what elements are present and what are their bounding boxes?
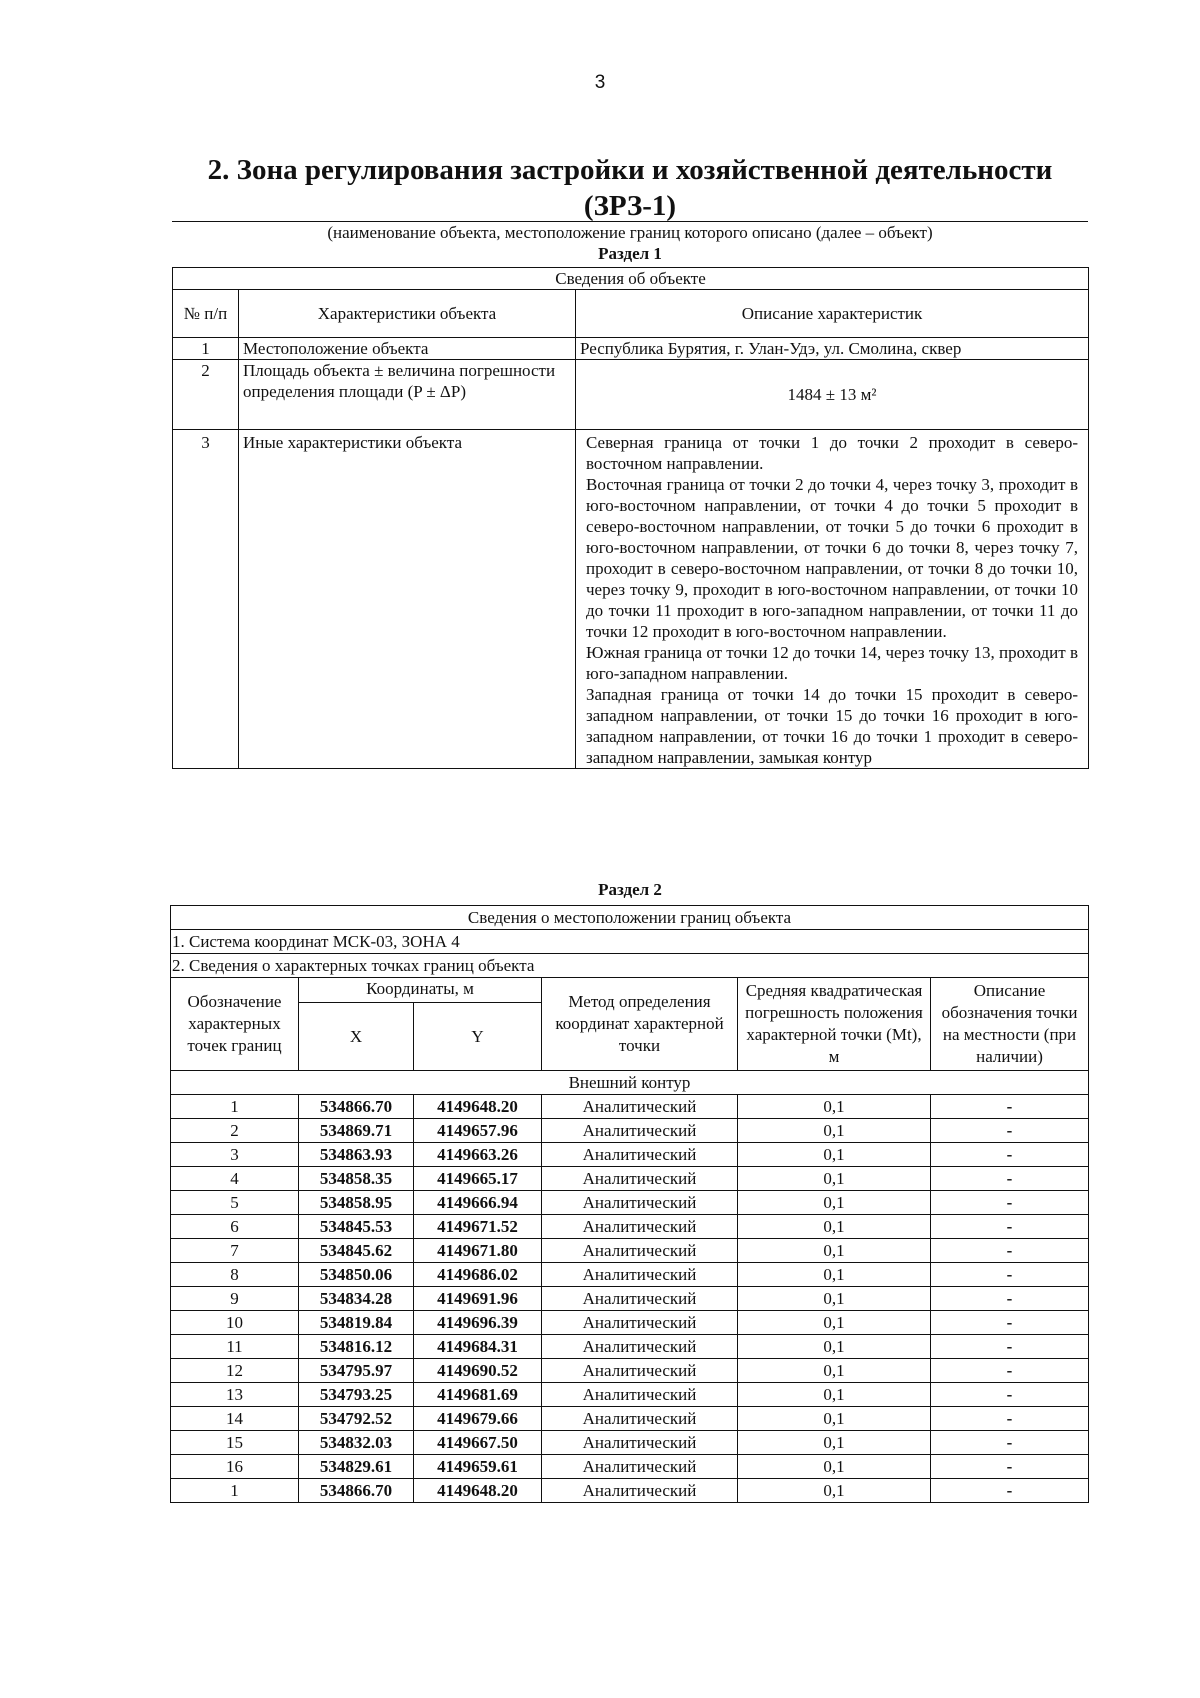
row-characteristic: Иные характеристики объекта bbox=[239, 430, 576, 769]
point-accuracy: 0,1 bbox=[738, 1431, 931, 1455]
table-row bbox=[171, 1287, 1089, 1311]
point-id: 14 bbox=[171, 1407, 299, 1431]
table-row bbox=[171, 1239, 1089, 1263]
point-x: 534858.95 bbox=[299, 1191, 414, 1215]
header-method: Метод определения координат характерной точки bbox=[542, 978, 738, 1071]
point-method: Аналитический bbox=[542, 1455, 738, 1479]
point-description: - bbox=[931, 1359, 1089, 1383]
table-row bbox=[171, 1455, 1089, 1479]
table-row bbox=[171, 1215, 1089, 1239]
point-x: 534869.71 bbox=[299, 1119, 414, 1143]
table-row bbox=[171, 1383, 1089, 1407]
point-method: Аналитический bbox=[542, 1407, 738, 1431]
point-x: 534834.28 bbox=[299, 1287, 414, 1311]
point-method: Аналитический bbox=[542, 1383, 738, 1407]
header-num: № п/п bbox=[173, 290, 239, 338]
row-num: 1 bbox=[173, 338, 239, 360]
table-row bbox=[171, 1407, 1089, 1431]
point-description: - bbox=[931, 1455, 1089, 1479]
object-info-table bbox=[172, 267, 1089, 769]
header-x: X bbox=[299, 1003, 414, 1071]
point-y: 4149659.61 bbox=[414, 1455, 542, 1479]
points-info-title: 2. Сведения о характерных точках границ объекта bbox=[171, 954, 1089, 978]
header-y: Y bbox=[414, 1003, 542, 1071]
point-y: 4149690.52 bbox=[414, 1359, 542, 1383]
point-id: 12 bbox=[171, 1359, 299, 1383]
table-row bbox=[173, 338, 1089, 360]
point-description: - bbox=[931, 1287, 1089, 1311]
point-accuracy: 0,1 bbox=[738, 1287, 931, 1311]
table-row bbox=[171, 1263, 1089, 1287]
contour-label: Внешний контур bbox=[171, 1071, 1089, 1095]
page-number: 3 bbox=[594, 72, 606, 93]
table-row bbox=[171, 1095, 1089, 1119]
west-boundary-text: Западная граница от точки 14 до точки 15 проходит в северо-западном направлении, от точки 15 до точки 16 проходит в юго-западном направлении, от точки 16 до точки 1 проходит в северо-западном направлении, замыкая контур bbox=[586, 685, 1079, 767]
point-x: 534866.70 bbox=[299, 1095, 414, 1119]
table-row bbox=[171, 1359, 1089, 1383]
point-description: - bbox=[931, 1191, 1089, 1215]
point-accuracy: 0,1 bbox=[738, 1119, 931, 1143]
table-row bbox=[171, 1311, 1089, 1335]
point-description: - bbox=[931, 1215, 1089, 1239]
point-accuracy: 0,1 bbox=[738, 1215, 931, 1239]
point-y: 4149665.17 bbox=[414, 1167, 542, 1191]
point-method: Аналитический bbox=[542, 1119, 738, 1143]
coordinate-system: 1. Система координат МСК-03, ЗОНА 4 bbox=[171, 930, 1089, 954]
point-x: 534792.52 bbox=[299, 1407, 414, 1431]
point-y: 4149663.26 bbox=[414, 1143, 542, 1167]
boundary-points-table bbox=[170, 905, 1089, 1503]
point-description: - bbox=[931, 1311, 1089, 1335]
point-description: - bbox=[931, 1383, 1089, 1407]
point-description: - bbox=[931, 1167, 1089, 1191]
point-id: 3 bbox=[171, 1143, 299, 1167]
point-y: 4149648.20 bbox=[414, 1095, 542, 1119]
object-caption: (наименование объекта, местоположение границ которого описано (далее – объект) bbox=[327, 223, 933, 242]
point-description: - bbox=[931, 1263, 1089, 1287]
header-designation: Обозначение характерных точек границ bbox=[171, 978, 299, 1071]
point-accuracy: 0,1 bbox=[738, 1095, 931, 1119]
table-row bbox=[171, 1167, 1089, 1191]
point-method: Аналитический bbox=[542, 1311, 738, 1335]
boundary-table-title: Сведения о местоположении границ объекта bbox=[171, 906, 1089, 930]
point-x: 534866.70 bbox=[299, 1479, 414, 1503]
point-id: 11 bbox=[171, 1335, 299, 1359]
point-x: 534858.35 bbox=[299, 1167, 414, 1191]
point-x: 534793.25 bbox=[299, 1383, 414, 1407]
point-x: 534850.06 bbox=[299, 1263, 414, 1287]
table-row bbox=[171, 1479, 1089, 1503]
point-y: 4149671.52 bbox=[414, 1215, 542, 1239]
point-id: 5 bbox=[171, 1191, 299, 1215]
point-accuracy: 0,1 bbox=[738, 1167, 931, 1191]
table-row bbox=[171, 1119, 1089, 1143]
point-y: 4149691.96 bbox=[414, 1287, 542, 1311]
title-line-1: 2. Зона регулирования застройки и хозяйственной деятельности bbox=[207, 154, 1053, 186]
row-description bbox=[576, 430, 1089, 769]
point-y: 4149671.80 bbox=[414, 1239, 542, 1263]
point-accuracy: 0,1 bbox=[738, 1263, 931, 1287]
point-accuracy: 0,1 bbox=[738, 1383, 931, 1407]
point-x: 534819.84 bbox=[299, 1311, 414, 1335]
point-id: 8 bbox=[171, 1263, 299, 1287]
point-method: Аналитический bbox=[542, 1479, 738, 1503]
point-description: - bbox=[931, 1407, 1089, 1431]
page-title bbox=[172, 152, 1088, 224]
point-accuracy: 0,1 bbox=[738, 1239, 931, 1263]
point-y: 4149666.94 bbox=[414, 1191, 542, 1215]
point-x: 534832.03 bbox=[299, 1431, 414, 1455]
point-y: 4149696.39 bbox=[414, 1311, 542, 1335]
point-method: Аналитический bbox=[542, 1287, 738, 1311]
row-characteristic: Местоположение объекта bbox=[239, 338, 576, 360]
point-x: 534795.97 bbox=[299, 1359, 414, 1383]
point-accuracy: 0,1 bbox=[738, 1359, 931, 1383]
row-description: 1484 ± 13 м² bbox=[576, 360, 1089, 430]
point-x: 534845.53 bbox=[299, 1215, 414, 1239]
point-description: - bbox=[931, 1119, 1089, 1143]
point-id: 13 bbox=[171, 1383, 299, 1407]
point-description: - bbox=[931, 1239, 1089, 1263]
table-row bbox=[173, 360, 1089, 430]
table-row bbox=[173, 430, 1089, 769]
point-id: 1 bbox=[171, 1095, 299, 1119]
point-description: - bbox=[931, 1335, 1089, 1359]
point-id: 6 bbox=[171, 1215, 299, 1239]
point-id: 7 bbox=[171, 1239, 299, 1263]
row-characteristic: Площадь объекта ± величина погрешности определения площади (P ± ΔP) bbox=[239, 360, 576, 430]
point-y: 4149657.96 bbox=[414, 1119, 542, 1143]
north-boundary-text: Северная граница от точки 1 до точки 2 проходит в северо-восточном направлении. bbox=[586, 433, 1079, 473]
point-description: - bbox=[931, 1479, 1089, 1503]
point-x: 534845.62 bbox=[299, 1239, 414, 1263]
point-id: 16 bbox=[171, 1455, 299, 1479]
point-x: 534863.93 bbox=[299, 1143, 414, 1167]
points-body bbox=[171, 1095, 1089, 1503]
title-underline bbox=[172, 221, 1088, 222]
point-accuracy: 0,1 bbox=[738, 1407, 931, 1431]
header-description: Описание характеристик bbox=[576, 290, 1089, 338]
point-x: 534816.12 bbox=[299, 1335, 414, 1359]
point-method: Аналитический bbox=[542, 1095, 738, 1119]
point-x: 534829.61 bbox=[299, 1455, 414, 1479]
table-row bbox=[171, 1143, 1089, 1167]
table-row bbox=[171, 1191, 1089, 1215]
point-method: Аналитический bbox=[542, 1143, 738, 1167]
point-accuracy: 0,1 bbox=[738, 1191, 931, 1215]
point-y: 4149648.20 bbox=[414, 1479, 542, 1503]
point-id: 10 bbox=[171, 1311, 299, 1335]
point-id: 2 bbox=[171, 1119, 299, 1143]
point-y: 4149686.02 bbox=[414, 1263, 542, 1287]
point-accuracy: 0,1 bbox=[738, 1335, 931, 1359]
section-2-label: Раздел 2 bbox=[598, 880, 662, 899]
point-method: Аналитический bbox=[542, 1263, 738, 1287]
point-id: 1 bbox=[171, 1479, 299, 1503]
point-method: Аналитический bbox=[542, 1335, 738, 1359]
header-coordinates: Координаты, м bbox=[299, 978, 542, 1003]
point-method: Аналитический bbox=[542, 1191, 738, 1215]
point-id: 9 bbox=[171, 1287, 299, 1311]
point-y: 4149667.50 bbox=[414, 1431, 542, 1455]
point-method: Аналитический bbox=[542, 1215, 738, 1239]
header-characteristic: Характеристики объекта bbox=[239, 290, 576, 338]
header-point-description: Описание обозначения точки на местности (при наличии) bbox=[931, 978, 1089, 1071]
point-method: Аналитический bbox=[542, 1167, 738, 1191]
section-1-label: Раздел 1 bbox=[598, 244, 662, 263]
point-id: 4 bbox=[171, 1167, 299, 1191]
object-info-title: Сведения об объекте bbox=[173, 268, 1089, 290]
point-method: Аналитический bbox=[542, 1239, 738, 1263]
east-boundary-text: Восточная граница от точки 2 до точки 4, через точку 3, проходит в юго-восточном направлении, от точки 4 до точки 5 проходит в северо-восточном направлении, от точки 5 до точки 6 проходит в юго-восточном направлении, от точки 6 до точки 8, через точку 7, проходит в северо-восточном направлении, от точки 8 до точки 10, через точку 9, проходит в юго-восточном направлении, от точки 10 до точки 11 проходит в юго-западном направлении, от точки 11 до точки 12 проходит в юго-восточном направлении. bbox=[586, 475, 1079, 641]
point-description: - bbox=[931, 1431, 1089, 1455]
row-description: Республика Бурятия, г. Улан-Удэ, ул. Смолина, сквер bbox=[576, 338, 1089, 360]
point-id: 15 bbox=[171, 1431, 299, 1455]
point-y: 4149681.69 bbox=[414, 1383, 542, 1407]
point-method: Аналитический bbox=[542, 1431, 738, 1455]
point-accuracy: 0,1 bbox=[738, 1143, 931, 1167]
point-description: - bbox=[931, 1143, 1089, 1167]
point-y: 4149679.66 bbox=[414, 1407, 542, 1431]
title-line-2: (ЗРЗ-1) bbox=[583, 190, 677, 222]
point-accuracy: 0,1 bbox=[738, 1479, 931, 1503]
table-row bbox=[171, 1335, 1089, 1359]
point-accuracy: 0,1 bbox=[738, 1311, 931, 1335]
row-num: 2 bbox=[173, 360, 239, 430]
point-description: - bbox=[931, 1095, 1089, 1119]
point-accuracy: 0,1 bbox=[738, 1455, 931, 1479]
south-boundary-text: Южная граница от точки 12 до точки 14, через точку 13, проходит в юго-западном направлении. bbox=[586, 643, 1079, 683]
row-num: 3 bbox=[173, 430, 239, 769]
point-y: 4149684.31 bbox=[414, 1335, 542, 1359]
point-method: Аналитический bbox=[542, 1359, 738, 1383]
table-row bbox=[171, 1431, 1089, 1455]
header-accuracy: Средняя квадратическая погрешность положения характерной точки (Mt), м bbox=[738, 978, 931, 1071]
